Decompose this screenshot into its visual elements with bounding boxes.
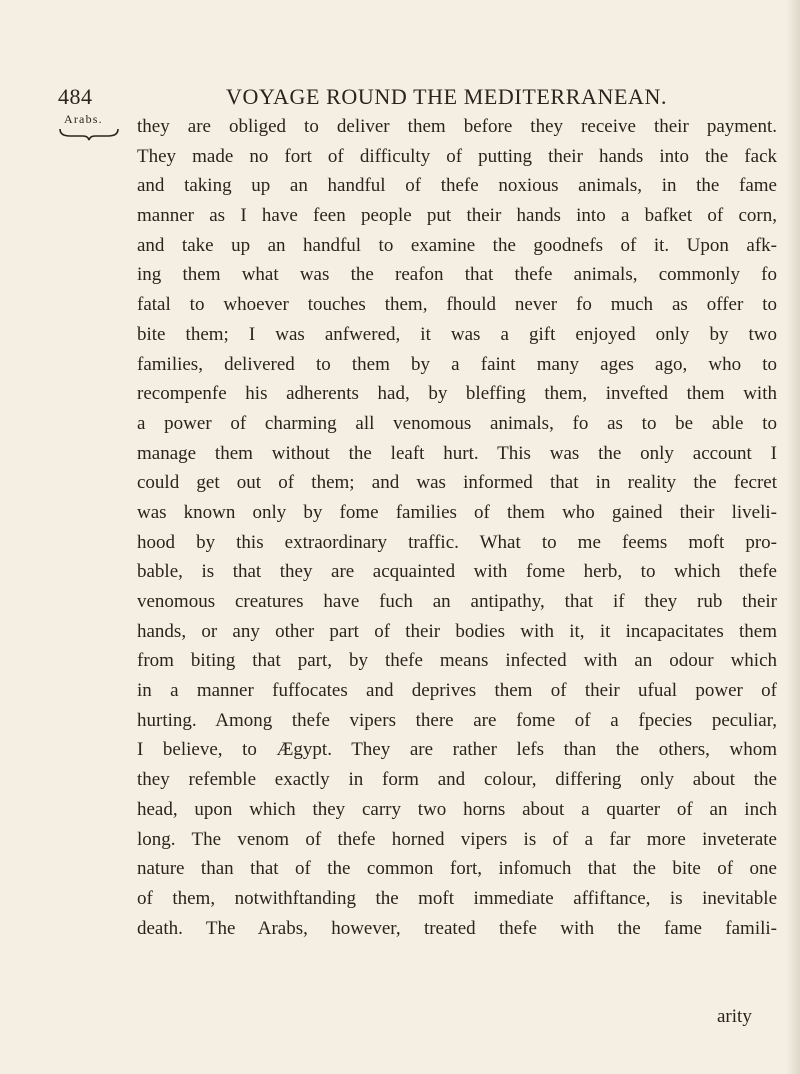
curly-brace-icon <box>58 127 120 141</box>
text-line: bite them; I was anfwered, it was a gift enjoyed only by two <box>137 323 777 345</box>
marginal-note <box>58 112 128 141</box>
text-line: They made no fort of difficulty of putting their hands into the fack <box>137 145 777 167</box>
text-line: was known only by fome families of them who gained their liveli- <box>137 501 777 523</box>
text-line: head, upon which they carry two horns about a quarter of an inch <box>137 798 777 820</box>
text-line: manage them without the leaft hurt. This was the only account I <box>137 442 777 464</box>
text-line: of them, notwithftanding the moft immediate affiftance, is inevitable <box>137 887 777 909</box>
text-line: they are obliged to deliver them before they receive their payment. <box>137 116 777 137</box>
marginal-note-label: Arabs. <box>64 112 103 126</box>
text-line: in a manner fuffocates and deprives them of their ufual power of <box>137 680 777 702</box>
text-line: and taking up an handful of thefe noxious animals, in the fame <box>137 175 777 197</box>
text-line: could get out of them; and was informed that in reality the fecret <box>137 472 777 494</box>
text-line: recompenfe his adherents had, by bleffing them, invefted them with <box>137 383 777 405</box>
text-line: venomous creatures have fuch an antipathy, that if they rub their <box>137 591 777 612</box>
page-number: 484 <box>58 84 93 109</box>
text-line: from biting that part, by thefe means infected with an odour which <box>137 650 777 672</box>
text-line: I believe, to Ægypt. They are rather lefs than the others, whom <box>137 739 777 761</box>
text-line: a power of charming all venomous animals, fo as to be able to <box>137 412 777 434</box>
text-line: and take up an handful to examine the goodnefs of it. Upon afk- <box>137 234 777 256</box>
text-line: nature than that of the common fort, infomuch that the bite of one <box>137 858 777 880</box>
text-line: death. The Arabs, however, treated thefe with the fame famili- <box>137 917 777 939</box>
text-line: they refemble exactly in form and colour, differing only about the <box>137 769 777 791</box>
text-line: ing them what was the reafon that thefe animals, commonly fo <box>137 264 777 286</box>
text-line: long. The venom of thefe horned vipers is of a far more inveterate <box>137 828 777 850</box>
text-line: hood by this extraordinary traffic. What to me feems moft pro- <box>137 531 777 553</box>
text-line: families, delivered to them by a faint many ages ago, who to <box>137 353 777 375</box>
text-line: bable, is that they are acquainted with fome herb, to which thefe <box>137 561 777 583</box>
catchword: arity <box>717 1006 752 1027</box>
text-line: manner as I have feen people put their hands into a bafket of corn, <box>137 205 777 227</box>
text-line: hands, or any other part of their bodies with it, it incapacitates them <box>137 620 777 642</box>
running-title: VOYAGE ROUND THE MEDITERRANEAN. <box>226 84 668 109</box>
page-edge-shadow <box>786 0 800 1074</box>
body-text <box>137 112 777 943</box>
text-line: hurting. Among thefe vipers there are fome of a fpecies peculiar, <box>137 709 777 731</box>
text-line: fatal to whoever touches them, fhould never fo much as offer to <box>137 294 777 316</box>
